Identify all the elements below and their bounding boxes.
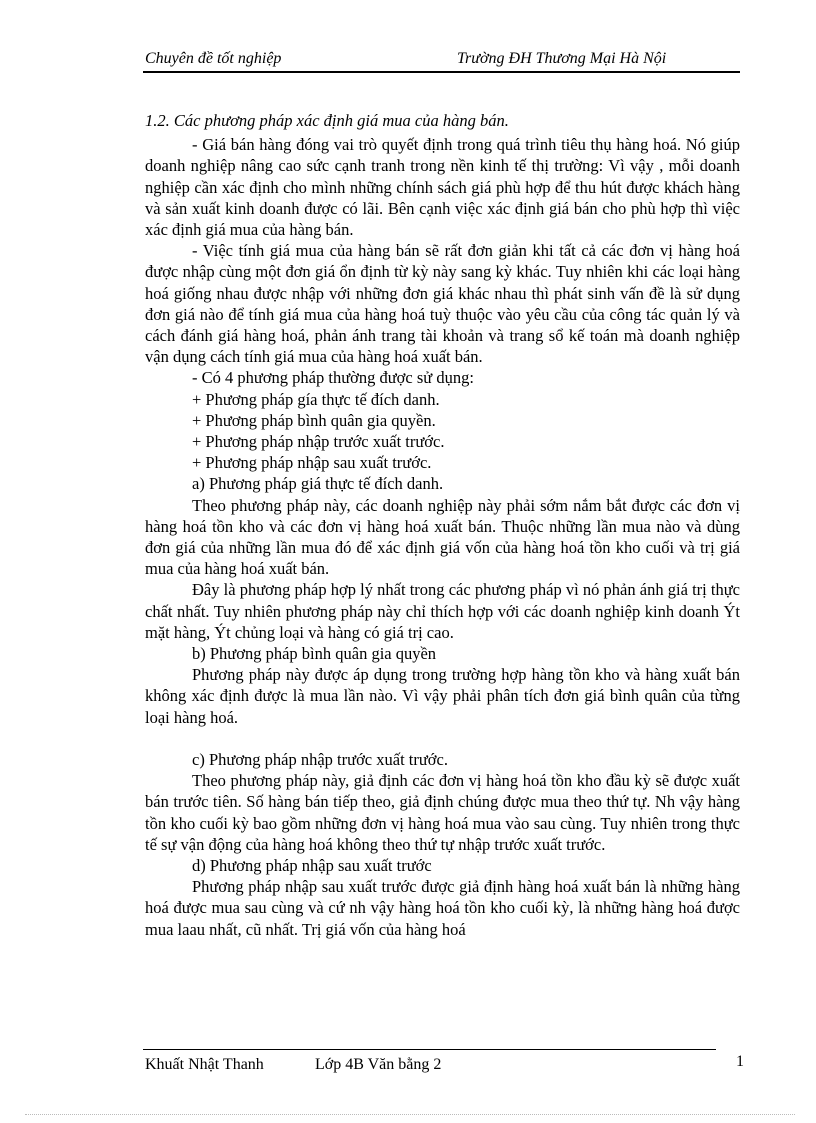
footer-class: Lớp 4B Văn bằng 2 bbox=[315, 1056, 442, 1073]
method-item: + Phương pháp gía thực tế đích danh. bbox=[192, 389, 440, 409]
page-bottom-divider bbox=[25, 1114, 795, 1115]
method-item: + Phương pháp bình quân gia quyền. bbox=[192, 410, 436, 430]
subsection-title-b: b) Phương pháp bình quân gia quyền bbox=[192, 644, 437, 664]
paragraph: - Giá bán hàng đóng vai trò quyết định trong quá trình tiêu thụ hàng hoá. Nó giúp doanh nghiệp nâng cao sức cạnh tranh trong nền kinh tế thị trường: Vì vậy , mỗi doanh nghiệp cần xác định cho mình những chính sách giá phù hợp để thu hút được khách hàng và sản xuất kinh doanh được có lãi. Bên cạnh việc xác định giá bán cho phù hợp thì việc xác định giá mua của hàng bán. bbox=[145, 135, 740, 240]
page-number: 1 bbox=[736, 1053, 744, 1070]
subsection-title-c: c) Phương pháp nhập trước xuất trước. bbox=[192, 749, 448, 769]
paragraph: Phương pháp này được áp dụng trong trường hợp hàng tồn kho và hàng xuất bán không xác định được là mua lần nào. Vì vậy phải phân tích đơn giá bình quân của từng loại hàng hoá. bbox=[145, 665, 740, 727]
header-left-title: Chuyên đề tốt nghiệp bbox=[145, 50, 282, 67]
section-title: 1.2. Các phương pháp xác định giá mua của hàng bán. bbox=[145, 111, 509, 130]
blank-line bbox=[145, 728, 740, 749]
paragraph: Theo phương pháp này, giả định các đơn vị hàng hoá tồn kho đầu kỳ sẽ được xuất bán trước tiên. Số hàng bán tiếp theo, giả định chúng được mua theo thứ tự. Nh vậy hàng tồn kho cuối kỳ bao gồm những đơn vị hàng hoá mua vào sau cùng. Tuy nhiên trong thực tế sự vận động của hàng hoá không theo thứ tự nhập trước xuất trước. bbox=[145, 771, 740, 854]
method-item: + Phương pháp nhập sau xuất trước. bbox=[192, 453, 432, 473]
document-body bbox=[145, 110, 740, 940]
paragraph: Phương pháp nhập sau xuất trước được giả định hàng hoá xuất bán là những hàng hoá được mua sau cùng và cứ nh vậy hàng hoá tồn kho cuối kỳ, là những hàng hoá được mua laau nhất, cũ nhất. Trị giá vốn của hàng hoá bbox=[145, 877, 740, 939]
paragraph: - Việc tính giá mua của hàng bán sẽ rất đơn giản khi tất cả các đơn vị hàng hoá được nhập cùng một đơn giá ổn định từ kỳ này sang kỳ khác. Tuy nhiên khi các loại hàng hoá giống nhau được nhập với những đơn giá khác nhau thì phát sinh vấn đề là sử dụng đơn giá nào để tính giá mua của hàng hoá tuỳ thuộc vào yêu cầu của công tác quản lý và cách đánh giá hàng hoá, phản ánh trang tài khoản và trang sổ kế toán mà doanh nghiệp vận dụng cách tính giá mua của hàng hoá xuất bán. bbox=[145, 241, 740, 367]
paragraph: - Có 4 phương pháp thường được sử dụng: bbox=[192, 368, 474, 388]
subsection-title-a: a) Phương pháp giá thực tế đích danh. bbox=[192, 474, 444, 494]
header-right-title: Trường ĐH Thương Mại Hà Nội bbox=[457, 50, 667, 67]
footer-rule bbox=[143, 1049, 716, 1050]
method-item: + Phương pháp nhập trước xuất trước. bbox=[192, 432, 445, 452]
footer-author: Khuất Nhật Thanh bbox=[145, 1056, 264, 1073]
subsection-title-d: d) Phương pháp nhập sau xuất trước bbox=[192, 855, 432, 875]
paragraph: Theo phương pháp này, các doanh nghiệp này phải sớm nắm bắt được các đơn vị hàng hoá tồn kho và các đơn vị hàng hoá xuất bán. Thuộc những lần mua nào và dùng đơn giá của những lần mua đó để xác định giá vốn của hàng hoá tồn kho cuối và trị giá mua của hàng hoá xuất bán. bbox=[145, 495, 740, 579]
header-rule bbox=[143, 71, 740, 73]
paragraph: Đây là phương pháp hợp lý nhất trong các phương pháp vì nó phản ánh giá trị thực chất nhất. Tuy nhiên phương pháp này chỉ thích hợp với các doanh nghiệp kinh doanh Ýt mặt hàng, Ýt chủng loại và hàng có giá trị cao. bbox=[145, 580, 740, 642]
